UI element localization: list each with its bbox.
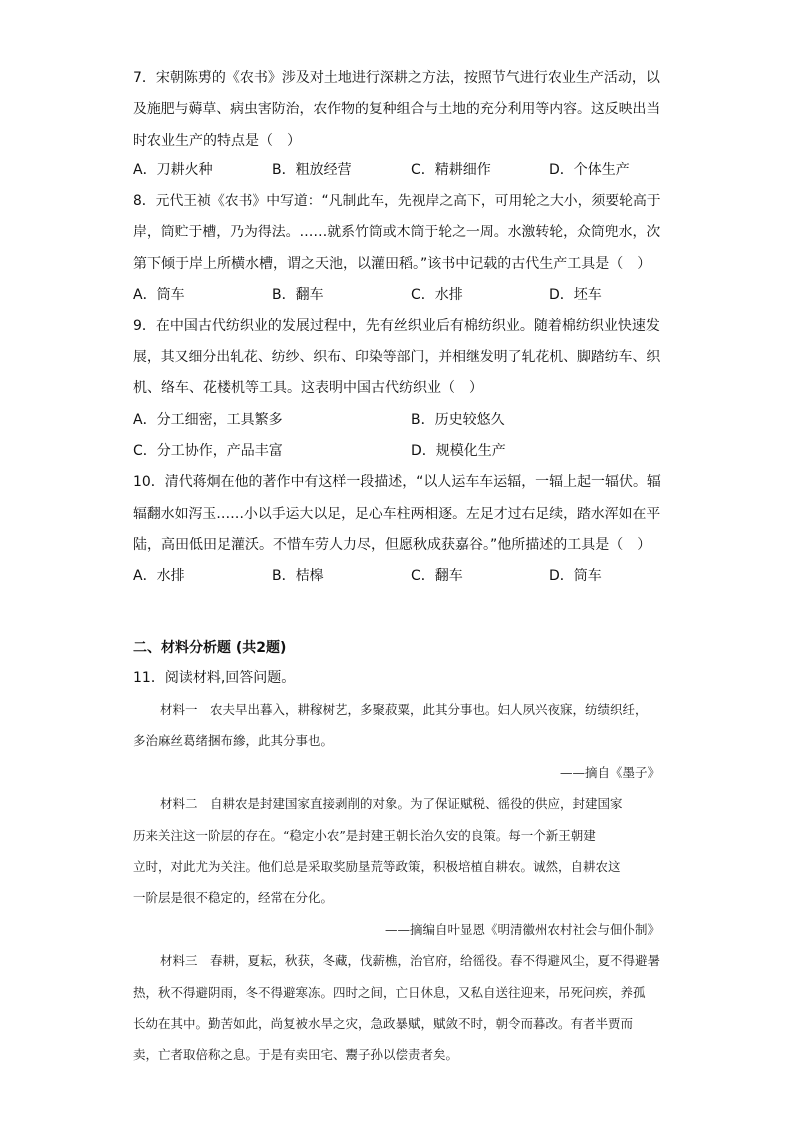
q7-option-c[interactable]: C．精耕细作 xyxy=(411,162,491,178)
material-2-line-4: 一阶层是很不稳定的，经常在分化。 xyxy=(133,890,334,905)
material-2-line-1: 材料二 自耕农是封建国家直接剥削的对象。为了保证赋税、徭役的供应，封建国家 xyxy=(160,796,623,811)
q7-line-3: 时农业生产的特点是（ ） xyxy=(133,133,301,149)
q8-option-d[interactable]: D．坯车 xyxy=(549,287,602,303)
q7-option-b[interactable]: B．粗放经营 xyxy=(272,162,352,178)
q9-line-2: 展，其又细分出轧花、纺纱、织布、印染等部门，并相继发明了轧花机、脚踏纺车、织 xyxy=(133,349,661,365)
material-1-source: ——摘自《墨子》 xyxy=(559,765,660,780)
material-3-line-4: 卖，亡者取倍称之息。于是有卖田宅、鬻子孙以偿责者矣。 xyxy=(133,1047,459,1062)
q9-option-d[interactable]: D．规模化生产 xyxy=(411,443,506,459)
q8-line-2: 岸，筒贮于槽，乃为得法。……就系竹筒或木筒于轮之一周。水激转轮，众筒兜水，次 xyxy=(133,224,661,240)
material-2-line-2: 历来关注这一阶层的存在。“稳定小农”是封建王朝长治久安的良策。每一个新王朝建 xyxy=(133,828,596,843)
q10-option-d[interactable]: D．筒车 xyxy=(549,568,602,584)
q8-option-c[interactable]: C．水排 xyxy=(411,287,463,303)
material-3-line-3: 长幼在其中。勤苦如此，尚复被水旱之灾，急政暴赋，赋敛不时，朝令而暮改。有者半贾而 xyxy=(133,1016,634,1031)
q7-line-1: 7．宋朝陈旉的《农书》涉及对土地进行深耕之方法，按照节气进行农业生产活动，以 xyxy=(133,70,660,86)
section-heading: 二、材料分析题 (共2题) xyxy=(133,640,287,656)
q9-option-a[interactable]: A．分工细密，工具繁多 xyxy=(133,412,283,428)
material-3-line-2: 热，秋不得避阴雨，冬不得避寒冻。四时之间，亡日休息，又私自送往迎来，吊死问疾，养孤 xyxy=(133,985,646,1000)
q9-line-3: 机、络车、花楼机等工具。这表明中国古代纺织业（ ） xyxy=(133,380,483,396)
q11-prompt: 11．阅读材料,回答问题。 xyxy=(133,670,296,686)
q8-option-a[interactable]: A．筒车 xyxy=(133,287,185,303)
material-2-source: ——摘编自叶显恩《明清徽州农村社会与佃仆制》 xyxy=(384,922,660,937)
q10-line-2: 辐翻水如泻玉……小以手运大以足，足心车柱两相逐。左足才过右足续，踏水浑如在平 xyxy=(133,506,661,522)
q10-option-c[interactable]: C．翻车 xyxy=(411,568,463,584)
material-1-line-1: 材料一 农夫早出暮入，耕稼树艺，多聚菽粟，此其分事也。妇人夙兴夜寐，纺绩织纴， xyxy=(160,702,648,717)
material-1-line-2: 多治麻丝葛绪捆布縿，此其分事也。 xyxy=(133,733,334,748)
q9-line-1: 9．在中国古代纺织业的发展过程中，先有丝织业后有棉纺织业。随着棉纺织业快速发 xyxy=(133,318,660,334)
q9-option-c[interactable]: C．分工协作，产品丰富 xyxy=(133,443,283,459)
q10-option-a[interactable]: A．水排 xyxy=(133,568,185,584)
q10-option-b[interactable]: B．桔槔 xyxy=(272,568,324,584)
q8-line-1: 8．元代王祯《农书》中写道：“凡制此车，先视岸之高下，可用轮之大小，须要轮高于 xyxy=(133,193,661,209)
q8-option-b[interactable]: B．翻车 xyxy=(272,287,324,303)
q10-line-3: 陆，高田低田足灌沃。不惜车劳人力尽，但愿秋成获嘉谷。”他所描述的工具是（ ） xyxy=(133,537,652,553)
q8-line-3: 第下倾于岸上所横水槽，谓之天池，以灌田稻。”该书中记载的古代生产工具是（ ） xyxy=(133,256,652,272)
q7-option-d[interactable]: D．个体生产 xyxy=(549,162,630,178)
q7-line-2: 及施肥与薅草、病虫害防治，农作物的复种组合与土地的充分利用等内容。这反映出当 xyxy=(133,101,661,117)
material-3-line-1: 材料三 春耕，夏耘，秋获，冬藏，伐薪樵，治官府，给徭役。春不得避风尘，夏不得避暑 xyxy=(160,953,661,968)
q9-option-b[interactable]: B．历史较悠久 xyxy=(411,412,505,428)
q7-option-a[interactable]: A．刀耕火种 xyxy=(133,162,213,178)
q10-line-1: 10．清代蒋炯在他的著作中有这样一段描述，“以人运车车运辐，一辐上起一辐伏。辐 xyxy=(133,474,661,490)
material-2-line-3: 立时，对此尤为关注。他们总是采取奖励垦荒等政策，积极培植自耕农。诚然，自耕农这 xyxy=(133,859,621,874)
